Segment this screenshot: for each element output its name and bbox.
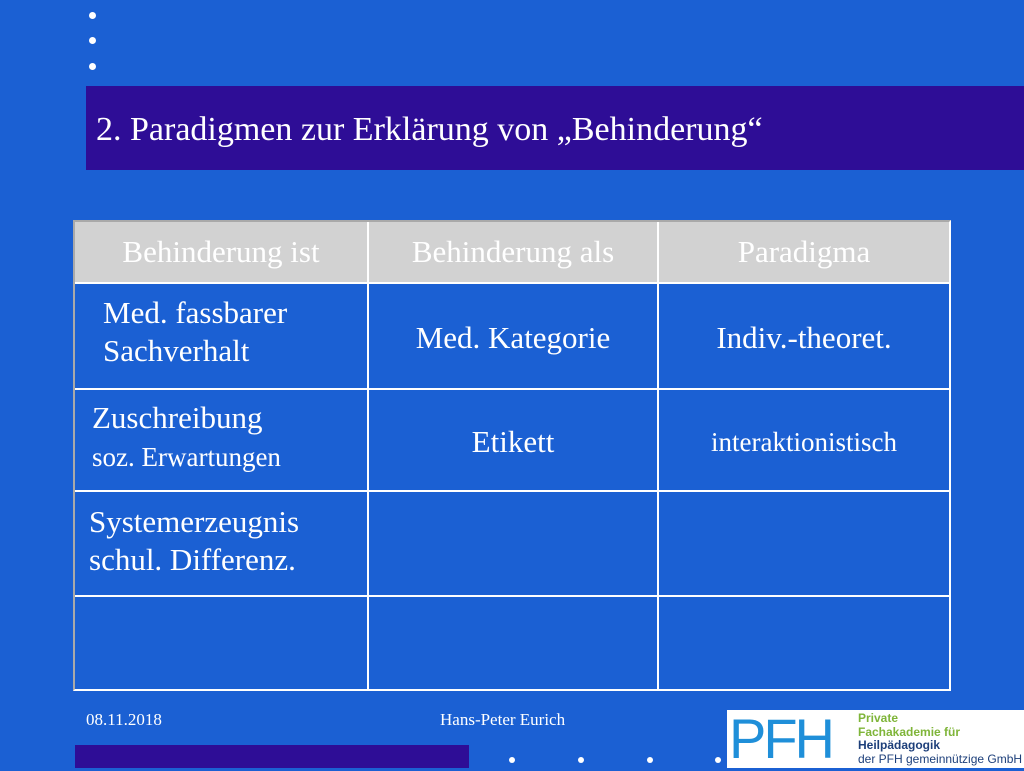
pfh-logo-text <box>858 712 1022 766</box>
table-cell: Systemerzeugnis schul. Differenz. <box>89 504 300 577</box>
footer-author: Hans-Peter Eurich <box>440 710 566 729</box>
paradigm-table <box>73 220 951 691</box>
row-divider <box>75 282 949 284</box>
pfh-logo <box>727 707 1024 770</box>
table-cell-text <box>92 400 281 473</box>
logo-line: der PFH gemeinnützige GmbH <box>858 751 1023 766</box>
table-cell-line: Zuschreibung <box>92 400 263 435</box>
logo-line: Private <box>858 711 899 725</box>
dot-icon <box>89 63 96 70</box>
header-cell: Behinderung ist <box>122 234 320 269</box>
row-divider <box>75 490 949 492</box>
table-cell-line: soz. Erwartungen <box>92 442 281 472</box>
dot-icon <box>89 12 96 19</box>
table-cell <box>92 399 364 476</box>
logo-line: Heilpädagogik <box>858 738 941 752</box>
header-cell: Paradigma <box>737 234 871 269</box>
dot-icon <box>509 757 515 763</box>
row-divider <box>75 595 949 597</box>
dot-icon <box>647 757 653 763</box>
pfh-logo-letters: PFH <box>729 707 832 770</box>
table-cell: Etikett <box>471 424 555 459</box>
title-bar <box>86 86 1024 170</box>
footer-date: 08.11.2018 <box>86 710 162 729</box>
dot-icon <box>89 37 96 44</box>
table-cell: Indiv.-theoret. <box>716 320 892 355</box>
table-cell: Med. Kategorie <box>415 320 611 355</box>
dot-icon <box>578 757 584 763</box>
row-divider <box>75 388 949 390</box>
header-cell: Behinderung als <box>411 234 615 269</box>
slide-title: 2. Paradigmen zur Erklärung von „Behinderung“ <box>96 111 763 148</box>
table-cell: interaktionistisch <box>711 427 897 457</box>
dot-icon <box>715 757 721 763</box>
logo-line: Fachakademie für <box>858 724 961 739</box>
bottom-accent-bar <box>75 745 469 768</box>
table-cell: Med. fassbarer Sachverhalt <box>103 295 288 368</box>
